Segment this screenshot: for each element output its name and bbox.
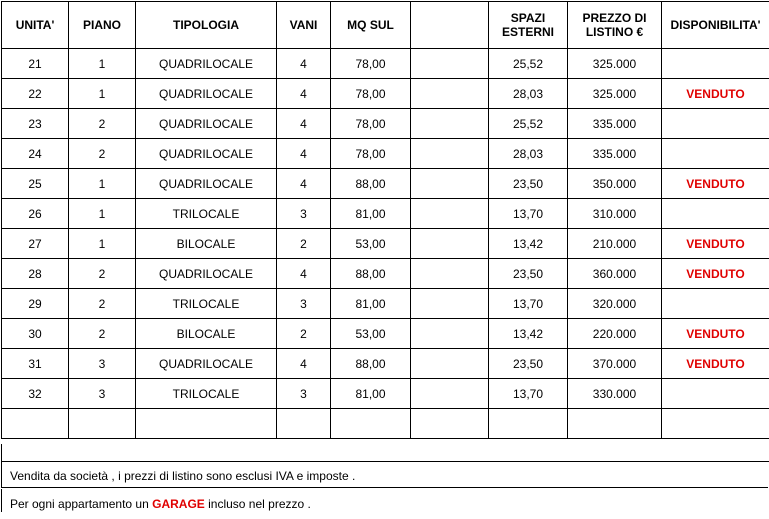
header-blank [411,2,489,49]
cell-mq-sul: 81,00 [331,199,411,229]
cell-prezzo: 370.000 [568,349,662,379]
cell-vani: 3 [277,289,331,319]
cell-unita: 32 [2,379,69,409]
table-row [2,109,769,139]
cell-piano: 3 [69,379,136,409]
cell-blank [411,139,489,169]
cell-prezzo: 350.000 [568,169,662,199]
cell-piano: 2 [69,259,136,289]
cell-mq-sul: 53,00 [331,319,411,349]
cell-spazi-esterni: 23,50 [489,259,568,289]
cell-tipologia: TRILOCALE [136,289,277,319]
cell-tipologia: QUADRILOCALE [136,49,277,79]
cell-spazi-esterni: 28,03 [489,79,568,109]
spacer-row [1,444,769,462]
cell-blank [411,289,489,319]
cell-vani: 4 [277,79,331,109]
cell-spazi-esterni: 13,42 [489,229,568,259]
cell-mq-sul: 88,00 [331,169,411,199]
table-row [2,169,769,199]
cell-prezzo: 335.000 [568,109,662,139]
cell-prezzo: 320.000 [568,289,662,319]
cell-blank [411,349,489,379]
header-prezzo-line2: LISTINO € [568,25,661,39]
cell-unita: 26 [2,199,69,229]
cell-mq-sul: 88,00 [331,349,411,379]
cell-disponibilita: VENDUTO [662,169,769,199]
cell-vani: 3 [277,379,331,409]
cell-blank [411,199,489,229]
garage-note [1,489,768,512]
header-spazi-line1: SPAZI [489,11,567,25]
cell-unita: 28 [2,259,69,289]
cell-spazi-esterni: 13,70 [489,379,568,409]
vat-note: Vendita da società , i prezzi di listino sono esclusi IVA e imposte . [1,462,768,488]
cell-blank [411,259,489,289]
cell-piano: 2 [69,319,136,349]
header-spazi-esterni [489,2,568,49]
cell-unita: 29 [2,289,69,319]
cell-vani: 4 [277,259,331,289]
cell-prezzo: 335.000 [568,139,662,169]
table-body [2,49,769,439]
empty-cell [2,409,69,439]
cell-unita: 27 [2,229,69,259]
cell-mq-sul: 81,00 [331,289,411,319]
cell-piano: 2 [69,139,136,169]
header-disponibilita: DISPONIBILITA' [662,2,769,49]
cell-mq-sul: 78,00 [331,79,411,109]
garage-note-prefix: Per ogni appartamento un [10,497,152,511]
cell-vani: 4 [277,349,331,379]
table-row [2,259,769,289]
cell-disponibilita [662,289,769,319]
cell-disponibilita [662,49,769,79]
cell-disponibilita [662,379,769,409]
cell-unita: 31 [2,349,69,379]
cell-mq-sul: 88,00 [331,259,411,289]
table-row [2,139,769,169]
cell-tipologia: BILOCALE [136,229,277,259]
cell-disponibilita: VENDUTO [662,229,769,259]
table-row [2,289,769,319]
cell-disponibilita: VENDUTO [662,319,769,349]
cell-spazi-esterni: 23,50 [489,169,568,199]
cell-piano: 1 [69,49,136,79]
cell-tipologia: QUADRILOCALE [136,169,277,199]
cell-tipologia: QUADRILOCALE [136,349,277,379]
cell-vani: 2 [277,319,331,349]
empty-cell [277,409,331,439]
cell-prezzo: 210.000 [568,229,662,259]
table-row [2,199,769,229]
cell-mq-sul: 53,00 [331,229,411,259]
cell-spazi-esterni: 13,70 [489,289,568,319]
header-prezzo-line1: PREZZO DI [568,11,661,25]
cell-vani: 4 [277,139,331,169]
table-row [2,349,769,379]
header-mq-sul: MQ SUL [331,2,411,49]
cell-blank [411,79,489,109]
cell-vani: 4 [277,49,331,79]
cell-tipologia: BILOCALE [136,319,277,349]
header-vani: VANI [277,2,331,49]
cell-tipologia: QUADRILOCALE [136,259,277,289]
cell-tipologia: QUADRILOCALE [136,139,277,169]
cell-prezzo: 325.000 [568,79,662,109]
cell-prezzo: 220.000 [568,319,662,349]
cell-disponibilita [662,109,769,139]
cell-prezzo: 325.000 [568,49,662,79]
cell-piano: 2 [69,109,136,139]
cell-piano: 3 [69,349,136,379]
cell-piano: 1 [69,229,136,259]
cell-spazi-esterni: 13,70 [489,199,568,229]
cell-mq-sul: 78,00 [331,109,411,139]
cell-spazi-esterni: 13,42 [489,319,568,349]
header-piano: PIANO [69,2,136,49]
cell-prezzo: 330.000 [568,379,662,409]
cell-prezzo: 360.000 [568,259,662,289]
cell-mq-sul: 78,00 [331,49,411,79]
cell-vani: 3 [277,199,331,229]
table-row [2,79,769,109]
cell-unita: 30 [2,319,69,349]
cell-disponibilita: VENDUTO [662,349,769,379]
cell-disponibilita: VENDUTO [662,259,769,289]
cell-vani: 4 [277,169,331,199]
cell-unita: 24 [2,139,69,169]
price-list-table [1,1,769,439]
cell-disponibilita [662,139,769,169]
table-row [2,379,769,409]
cell-blank [411,49,489,79]
empty-cell [136,409,277,439]
cell-prezzo: 310.000 [568,199,662,229]
cell-tipologia: QUADRILOCALE [136,109,277,139]
cell-blank [411,379,489,409]
cell-mq-sul: 78,00 [331,139,411,169]
table-row [2,229,769,259]
cell-disponibilita [662,199,769,229]
cell-tipologia: QUADRILOCALE [136,79,277,109]
header-row [2,2,769,49]
empty-cell [331,409,411,439]
empty-cell [69,409,136,439]
cell-tipologia: TRILOCALE [136,379,277,409]
cell-spazi-esterni: 25,52 [489,49,568,79]
cell-unita: 25 [2,169,69,199]
cell-spazi-esterni: 28,03 [489,139,568,169]
empty-cell [411,409,489,439]
cell-tipologia: TRILOCALE [136,199,277,229]
cell-piano: 2 [69,289,136,319]
table-row [2,49,769,79]
cell-unita: 21 [2,49,69,79]
cell-blank [411,109,489,139]
cell-blank [411,169,489,199]
header-tipologia: TIPOLOGIA [136,2,277,49]
empty-row [2,409,769,439]
cell-spazi-esterni: 25,52 [489,109,568,139]
cell-vani: 4 [277,109,331,139]
empty-cell [662,409,769,439]
cell-piano: 1 [69,79,136,109]
empty-cell [568,409,662,439]
cell-spazi-esterni: 23,50 [489,349,568,379]
cell-blank [411,319,489,349]
cell-piano: 1 [69,199,136,229]
cell-piano: 1 [69,169,136,199]
garage-note-suffix: incluso nel prezzo . [205,497,311,511]
cell-blank [411,229,489,259]
garage-highlight: GARAGE [152,497,205,511]
table-row [2,319,769,349]
header-unita: UNITA' [2,2,69,49]
cell-mq-sul: 81,00 [331,379,411,409]
cell-unita: 23 [2,109,69,139]
cell-unita: 22 [2,79,69,109]
cell-disponibilita: VENDUTO [662,79,769,109]
header-prezzo-listino [568,2,662,49]
cell-vani: 2 [277,229,331,259]
header-spazi-line2: ESTERNI [489,25,567,39]
empty-cell [489,409,568,439]
